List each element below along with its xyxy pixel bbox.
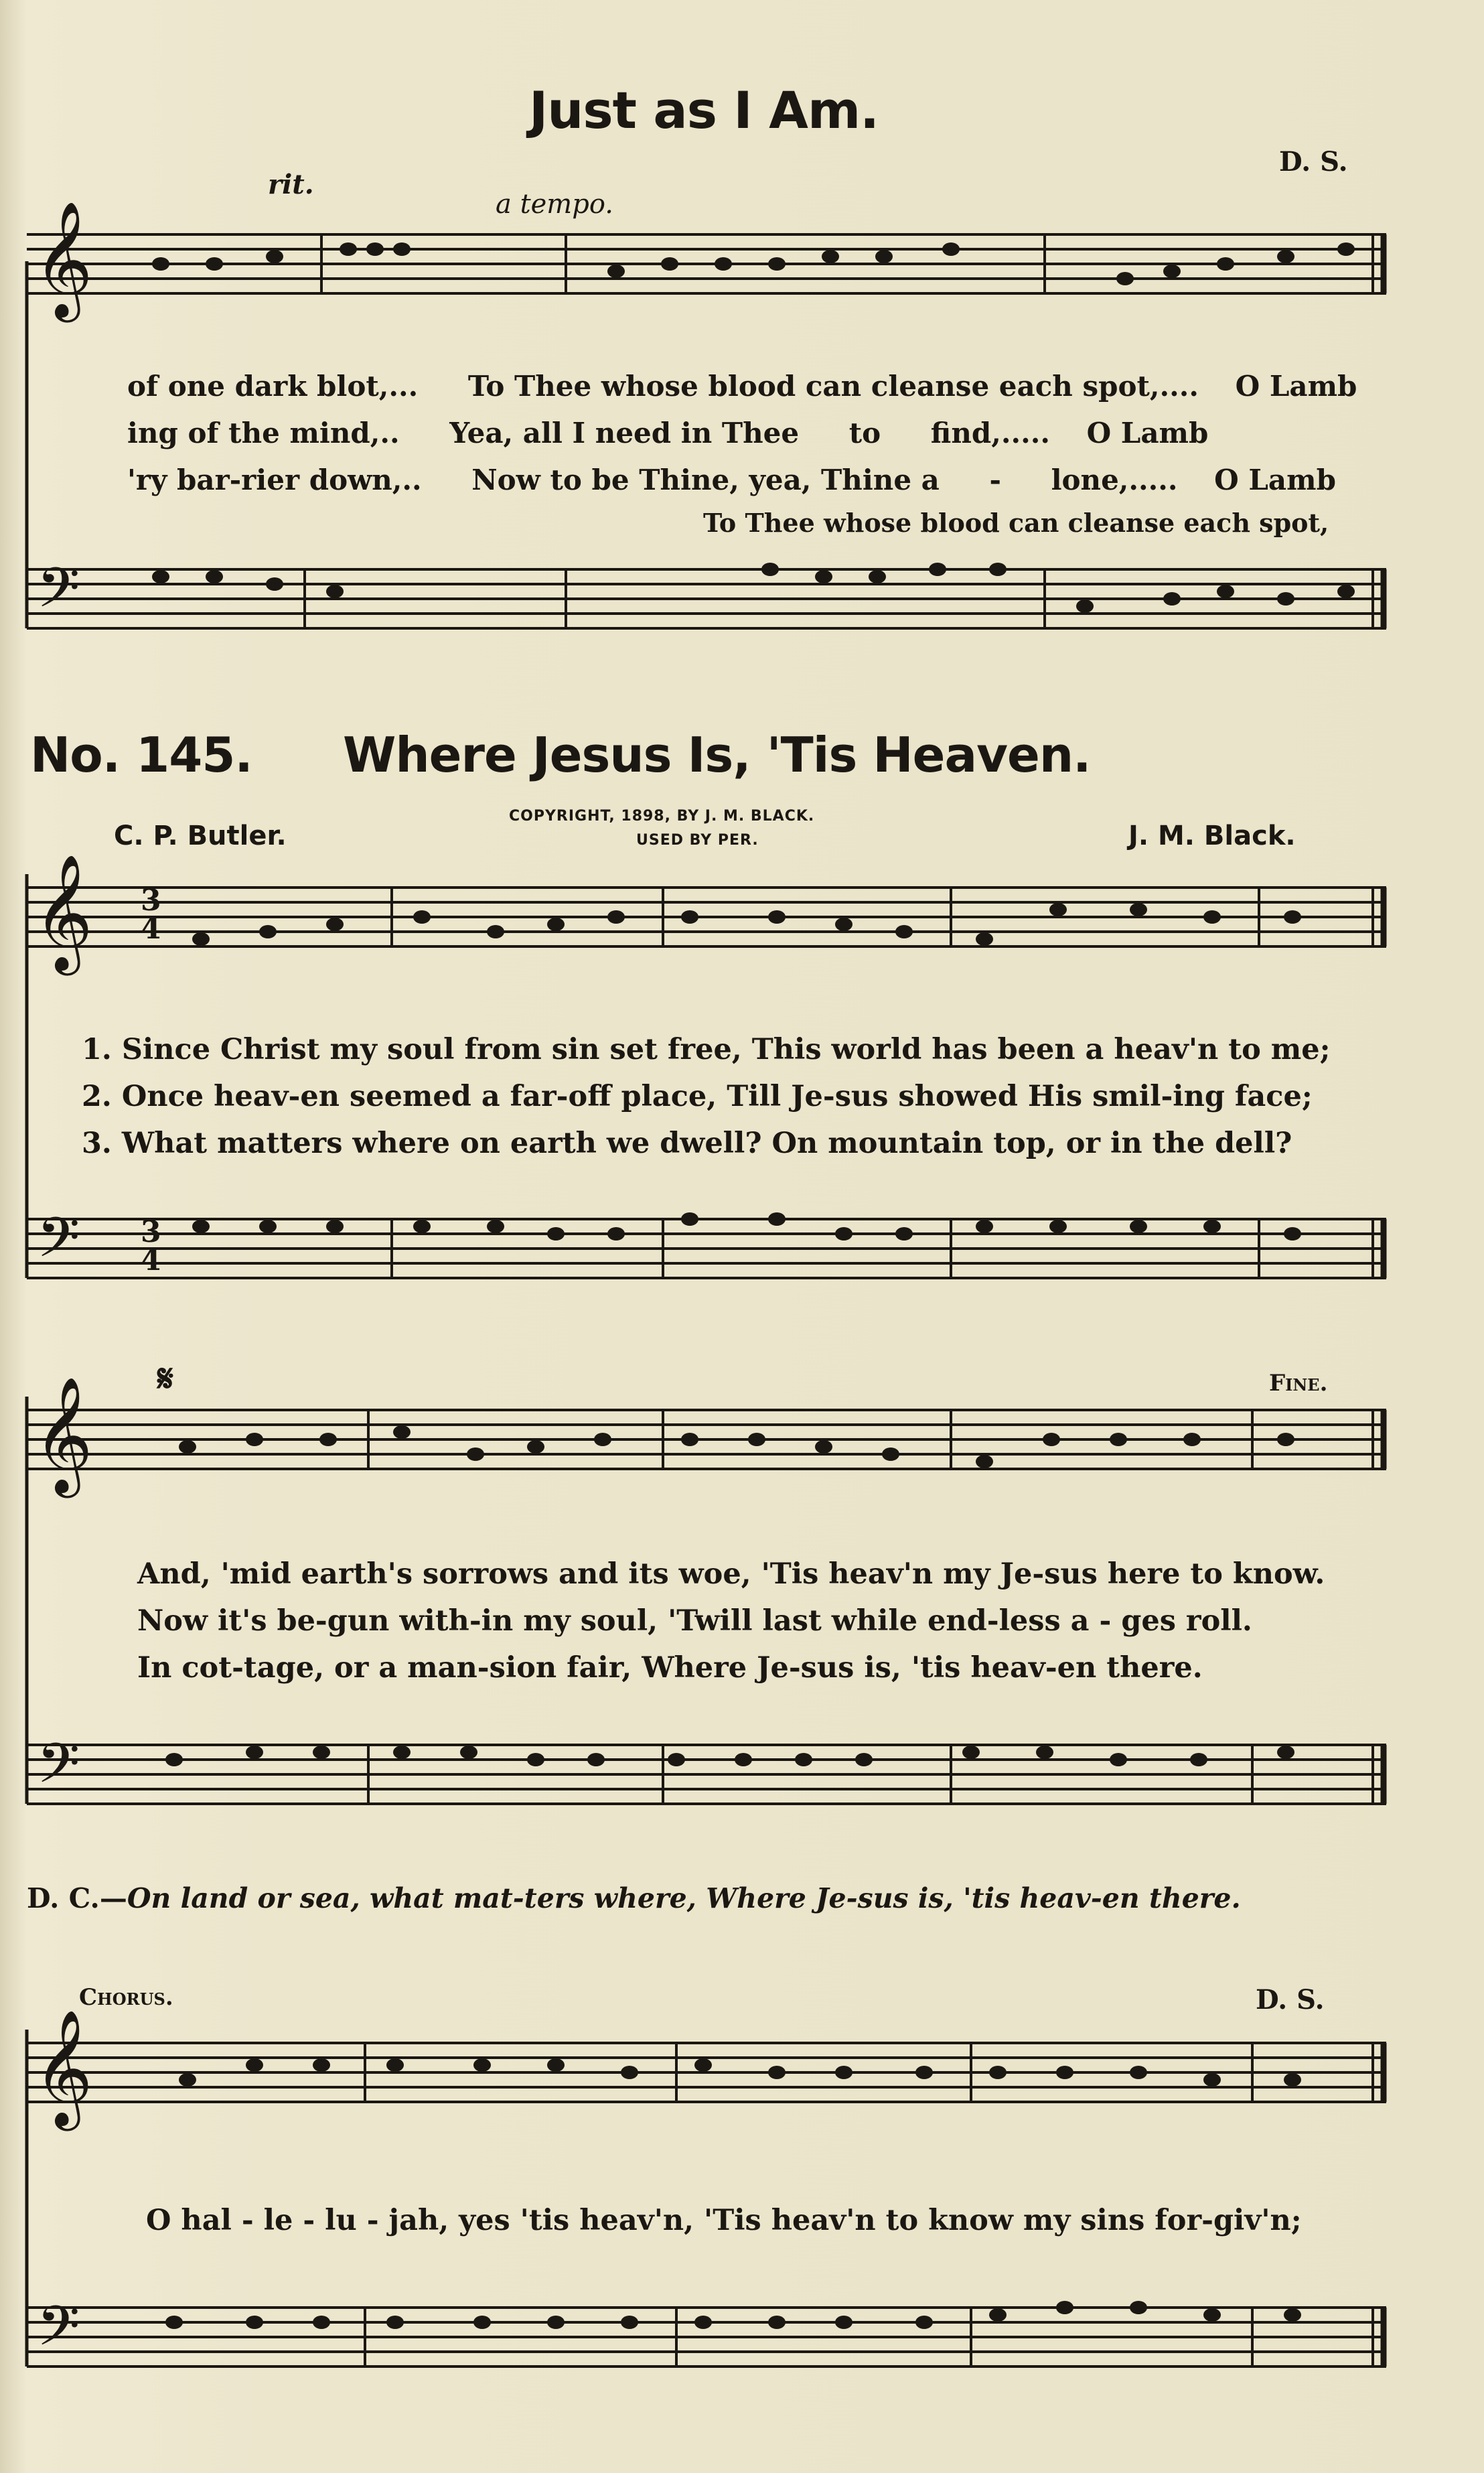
prev-verse-3	[127, 464, 1336, 496]
copyright-line-1: COPYRIGHT, 1898, BY J. M. BLACK.	[509, 808, 815, 825]
prev-ds-label: D. S.	[1279, 146, 1348, 178]
lyricist: C. P. Butler.	[114, 821, 287, 851]
a-tempo-label: a tempo.	[496, 189, 613, 220]
svg-text:𝄢: 𝄢	[37, 1731, 80, 1809]
prev-bass-staff	[0, 556, 1484, 690]
hymn-title: Where Jesus Is, 'Tis Heaven.	[343, 727, 1091, 783]
svg-text:𝄢: 𝄢	[37, 2293, 80, 2372]
svg-text:𝄞: 𝄞	[33, 1376, 93, 1493]
copyright-line-2: USED BY PER.	[636, 832, 759, 849]
prev-verse-2	[127, 417, 1208, 449]
stanza-b-2: Now it's be-gun with-in my soul, 'Twill last while end-less a - ges roll.	[137, 1604, 1252, 1638]
prev-verse-1-b: To Thee whose blood can cleanse each spot,....	[467, 370, 1199, 403]
composer: J. M. Black.	[1128, 821, 1296, 851]
prev-verse-2-c: to	[848, 417, 881, 449]
prev-verse-2-d: find,.....	[930, 417, 1050, 449]
svg-text:𝄞: 𝄞	[33, 201, 93, 317]
prev-verse-3-d: lone,.....	[1051, 464, 1178, 496]
system2-bass-staff	[0, 1732, 1484, 1852]
svg-text:3: 3	[141, 1215, 161, 1249]
dc-line	[27, 1882, 1241, 1914]
prev-hymn-title: Just as I Am.	[529, 80, 879, 140]
rit-label: rit.	[268, 169, 314, 200]
chorus-bass-staff	[0, 2294, 1484, 2415]
stanza-b-1: And, 'mid earth's sorrows and its woe, 'Tis heav'n my Je-sus here to know.	[137, 1557, 1325, 1591]
system1-treble-staff	[0, 854, 1484, 995]
prev-verse-3-c: -	[989, 464, 1001, 496]
hymn-number: No. 145.	[30, 727, 252, 783]
prev-verse-3-e: O Lamb	[1214, 464, 1336, 496]
svg-text:3: 3	[141, 884, 161, 918]
stanza-a-3: 3. What matters where on earth we dwell? On mountain top, or in the dell?	[82, 1127, 1292, 1160]
prev-verse-3-b: Now to be Thine, yea, Thine a	[471, 464, 940, 496]
chorus-ds-label: D. S.	[1256, 1984, 1325, 2016]
svg-text:𝄞: 𝄞	[33, 2009, 93, 2126]
prev-verse-2-b: Yea, all I need in Thee	[449, 417, 800, 449]
stanza-a-2: 2. Once heav-en seemed a far-off place, Till Je-sus showed His smil-ing face;	[82, 1080, 1313, 1113]
system1-bass-staff	[0, 1206, 1484, 1326]
fine-label: Fine.	[1269, 1370, 1328, 1397]
svg-text:𝄞: 𝄞	[33, 854, 93, 971]
prev-verse-3-a: 'ry bar-rier down,..	[127, 464, 422, 496]
svg-text:𝄢: 𝄢	[37, 1205, 80, 1283]
prev-verse-1	[127, 370, 1357, 403]
chorus-treble-staff	[0, 2009, 1484, 2150]
prev-verse-2-a: ing of the mind,..	[127, 417, 400, 449]
prev-verse-1-a: of one dark blot,...	[127, 370, 419, 403]
segno-symbol: 𝄋	[157, 1356, 174, 1401]
svg-text:4: 4	[141, 1243, 161, 1277]
chorus-lyrics: O hal - le - lu - jah, yes 'tis heav'n, 'Tis heav'n to know my sins for-giv'n;	[146, 2204, 1302, 2237]
prev-refrain-line: To Thee whose blood can cleanse each spot,	[703, 508, 1329, 538]
svg-text:𝄢: 𝄢	[37, 555, 80, 634]
dc-prefix: D. C.—	[27, 1882, 127, 1914]
prev-verse-1-c: O Lamb	[1235, 370, 1357, 403]
svg-text:4: 4	[141, 912, 161, 946]
chorus-label: Chorus.	[79, 1984, 173, 2011]
stanza-a-1: 1. Since Christ my soul from sin set free, This world has been a heav'n to me;	[82, 1033, 1331, 1066]
prev-verse-2-e: O Lamb	[1086, 417, 1209, 449]
dc-text: On land or sea, what mat-ters where, Where Je-sus is, 'tis heav-en there.	[127, 1882, 1241, 1914]
stanza-b-3: In cot-tage, or a man-sion fair, Where Je-sus is, 'tis heav-en there.	[137, 1651, 1203, 1685]
